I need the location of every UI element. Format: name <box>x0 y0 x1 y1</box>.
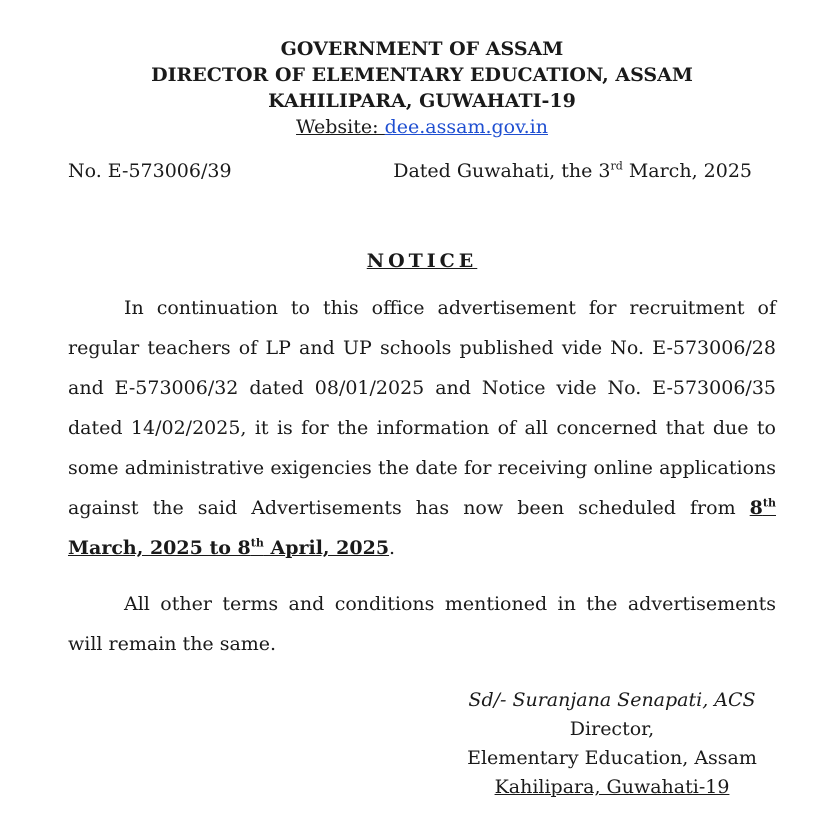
signatory-name: Sd/- Suranjana Senapati, ACS <box>468 689 756 711</box>
date-superscript: rd <box>610 159 623 173</box>
letterhead-website <box>0 114 828 140</box>
letterhead <box>0 36 828 140</box>
signatory-location: Kahilipara, Guwahati-19 <box>494 776 730 798</box>
signatory-designation: Director, <box>569 718 655 740</box>
website-label: Website: <box>296 116 385 138</box>
signatory-department: Elementary Education, Assam <box>467 747 757 769</box>
website-link[interactable]: dee.assam.gov.in <box>384 116 548 138</box>
reference-date <box>393 158 752 184</box>
paragraph-1-text: In continuation to this office advertisement for recruitment of regular teachers of LP and UP schools published vide No. E-573006/28 and E-573006/32 dated 08/01/2025 and Notice vide No. E-573006/35 dated 14/02/2025, it is for the information of all concerned that due to some administrative exigencies the date for receiving online applications against the said Advertisements has now been scheduled from <box>68 297 776 519</box>
paragraph-1-end: . <box>389 537 396 559</box>
date-prefix: Dated Guwahati, the 3 <box>393 160 611 182</box>
date-suffix: March, 2025 <box>622 160 752 182</box>
date-to-superscript: th <box>250 536 264 550</box>
date-from-superscript: th <box>762 496 776 510</box>
letterhead-address: KAHILIPARA, GUWAHATI-19 <box>268 90 576 112</box>
letterhead-directorate: DIRECTOR OF ELEMENTARY EDUCATION, ASSAM <box>151 64 693 86</box>
date-to-rest: April, 2025 <box>263 537 390 559</box>
letterhead-government: GOVERNMENT OF ASSAM <box>280 38 564 60</box>
paragraph-2-text: All other terms and conditions mentioned in the advertisements will remain the same. <box>68 593 776 655</box>
date-from-day: 8 <box>749 497 763 519</box>
signature-block <box>440 686 784 802</box>
notice-title: NOTICE <box>366 250 478 272</box>
reference-number: No. E-573006/39 <box>68 160 232 182</box>
notice-paragraph-1 <box>68 288 776 568</box>
date-from-rest: March, 2025 to 8 <box>68 537 251 559</box>
notice-paragraph-2 <box>68 584 776 664</box>
